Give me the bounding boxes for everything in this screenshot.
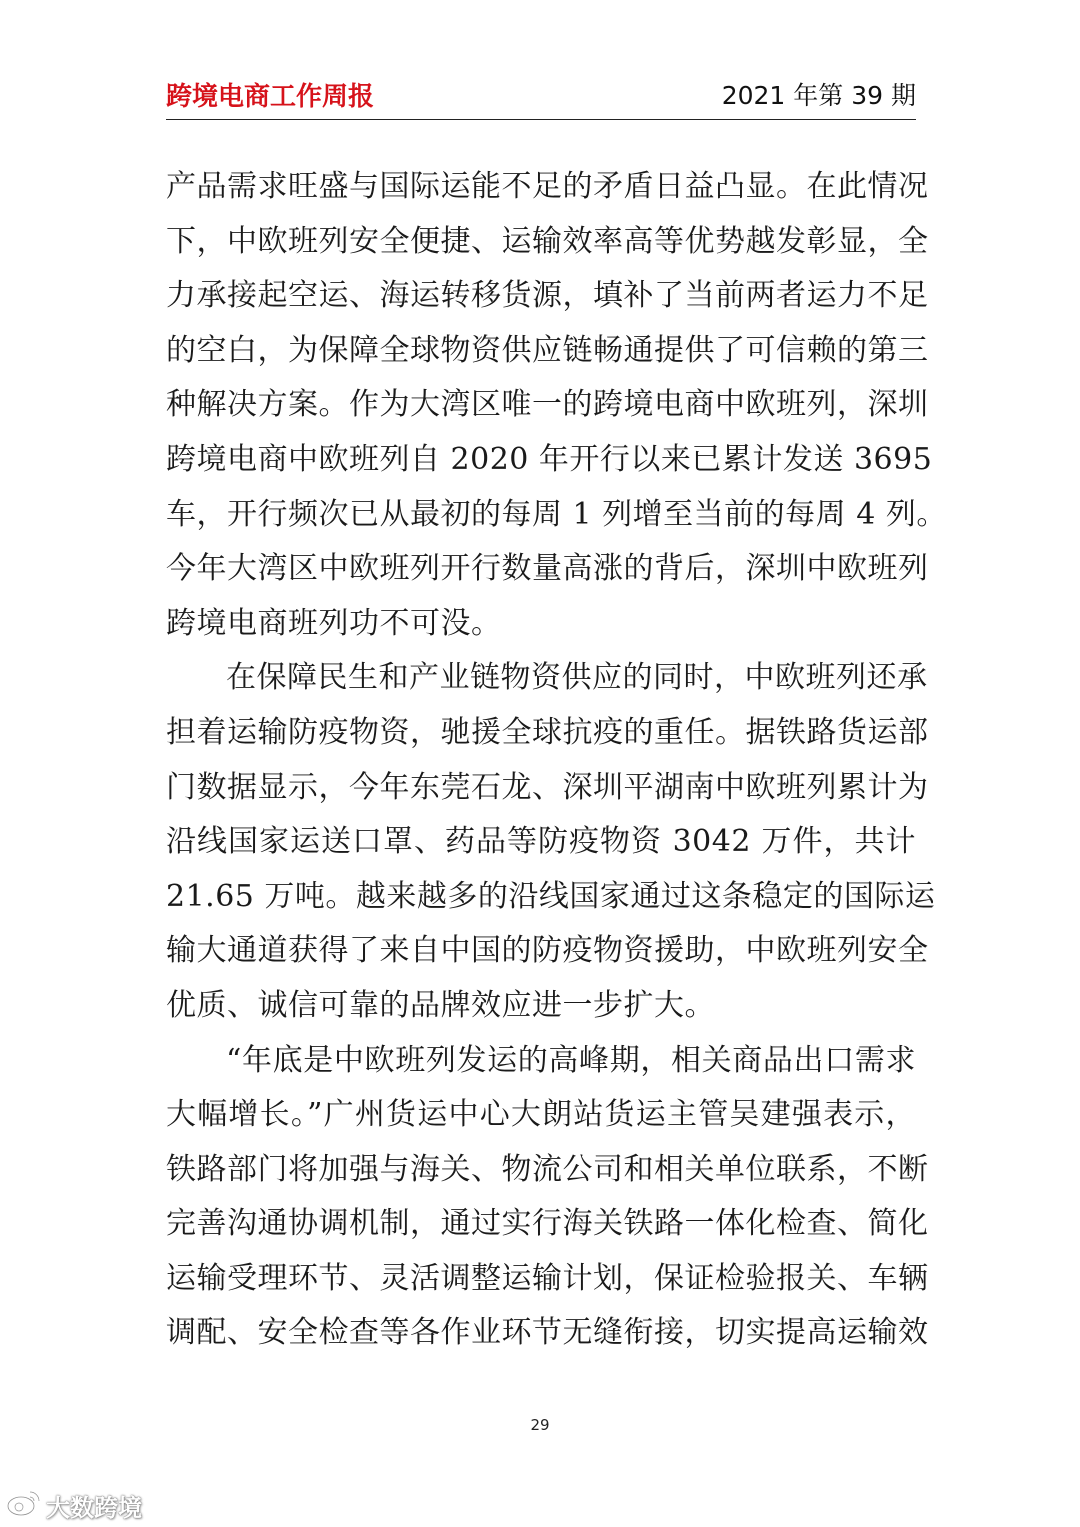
text-line: 今年大湾区中欧班列开行数量高涨的背后，深圳中欧班列 xyxy=(166,551,929,587)
text-line: 大幅增长。”广州货运中心大朗站货运主管吴建强表示， xyxy=(166,1097,916,1133)
text-line: 种解决方案。作为大湾区唯一的跨境电商中欧班列，深圳 xyxy=(166,387,929,423)
text-line: 门数据显示，今年东莞石龙、深圳平湖南中欧班列累计为 xyxy=(166,769,929,805)
text-line: 车，开行频次已从最初的每周 1 列增至当前的每周 4 列。 xyxy=(166,496,947,532)
issue-number: 2021 年第 39 期 xyxy=(721,81,916,110)
text-line: 力承接起空运、海运转移货源，填补了当前两者运力不足 xyxy=(166,278,929,314)
paragraph-start-line: 在保障民生和产业链物资供应的同时，中欧班列还承 xyxy=(226,660,928,696)
watermark xyxy=(6,1489,142,1521)
text-line: 铁路部门将加强与海关、物流公司和相关单位联系，不断 xyxy=(166,1151,929,1187)
text-line: 优质、诚信可靠的品牌效应进一步扩大。 xyxy=(166,987,715,1023)
text-line: 跨境电商中欧班列自 2020 年开行以来已累计发送 3695 xyxy=(166,441,933,477)
text-line: 的空白，为保障全球物资供应链畅通提供了可信赖的第三 xyxy=(166,332,929,368)
text-line: 担着运输防疫物资，驰援全球抗疫的重任。据铁路货运部 xyxy=(166,714,929,750)
text-line: 下，中欧班列安全便捷、运输效率高等优势越发彰显，全 xyxy=(166,223,929,259)
text-line: 沿线国家运送口罩、药品等防疫物资 3042 万件，共计 xyxy=(166,824,916,860)
text-line: 21.65 万吨。越来越多的沿线国家通过这条稳定的国际运 xyxy=(166,878,936,914)
text-line: 跨境电商班列功不可没。 xyxy=(166,605,502,641)
article-body xyxy=(166,160,947,1361)
header-divider xyxy=(166,119,916,120)
weibo-logo-icon xyxy=(6,1488,42,1522)
text-line: 运输受理环节、灵活调整运输计划，保证检验报关、车辆 xyxy=(166,1260,929,1296)
report-title: 跨境电商工作周报 xyxy=(166,82,375,112)
paragraph-start-line: “年底是中欧班列发运的高峰期，相关商品出口需求 xyxy=(226,1042,916,1078)
page-header xyxy=(166,74,916,114)
text-line: 产品需求旺盛与国际运能不足的矛盾日益凸显。在此情况 xyxy=(166,169,929,204)
text-line: 完善沟通协调机制，通过实行海关铁路一体化检查、简化 xyxy=(166,1206,929,1242)
watermark-label: 大数跨境 xyxy=(46,1493,142,1522)
page-number: 29 xyxy=(530,1416,550,1434)
text-line: 调配、安全检查等各作业环节无缝衔接，切实提高运输效 xyxy=(166,1315,929,1351)
text-line: 输大通道获得了来自中国的防疫物资援助，中欧班列安全 xyxy=(166,933,929,969)
